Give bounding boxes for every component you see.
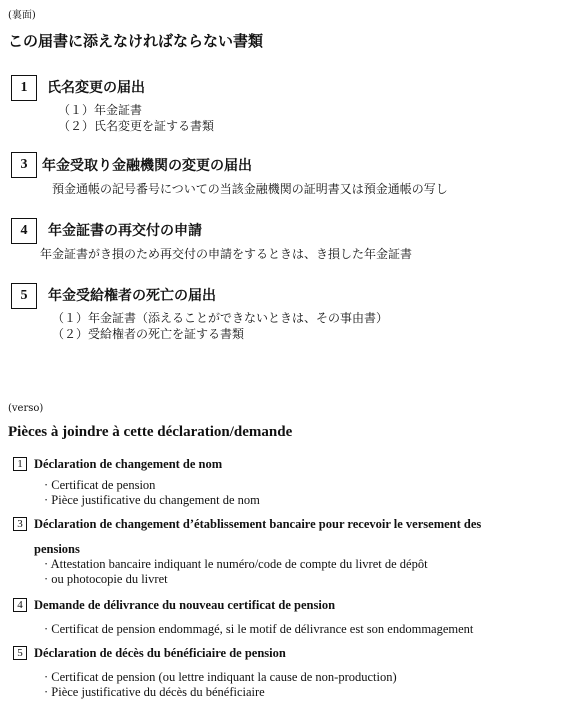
fr-section-5-heading: Déclaration de décès du bénéficiaire de pension: [34, 646, 286, 660]
ja-section-5-heading: 年金受給権者の死亡の届出: [48, 288, 216, 304]
ja-side-label: (裏面): [8, 10, 36, 21]
fr-section-3-heading-cont: pensions: [34, 542, 80, 556]
fr-section-3-heading: Déclaration de changement d’établissement bancaire pour recevoir le versement des: [34, 517, 482, 531]
fr-section-1-item-1: · Certificat de pension: [44, 478, 156, 492]
ja-section-4-item-1: 年金証書がき損のため再交付の申請をするときは、き損した年金証書: [40, 247, 413, 261]
fr-section-4-heading: Demande de délivrance du nouveau certificat de pension: [34, 598, 336, 612]
fr-section-1-number: 1: [13, 457, 27, 471]
fr-section-1-heading: Déclaration de changement de nom: [34, 457, 223, 471]
ja-section-5-item-2: （２）受給権者の死亡を証する書類: [52, 327, 245, 341]
ja-section-5-number: 5: [11, 283, 37, 309]
fr-section-3-number: 3: [13, 517, 27, 531]
fr-section-3-item-1: · Attestation bancaire indiquant le numéro/code de compte du livret de dépôt: [44, 557, 428, 571]
ja-section-3-number: 3: [11, 152, 37, 178]
ja-section-5-item-1: （１）年金証書（添えることができないときは、その事由書）: [52, 311, 389, 325]
ja-section-4-heading: 年金証書の再交付の申請: [48, 223, 202, 239]
ja-section-4-number: 4: [11, 218, 37, 244]
ja-section-1-item-2: （２）氏名変更を証する書類: [58, 119, 215, 133]
fr-page-title: Pièces à joindre à cette déclaration/demande: [8, 424, 293, 440]
ja-section-1-heading: 氏名変更の届出: [47, 80, 145, 96]
fr-section-5-item-1: · Certificat de pension (ou lettre indiquant la cause de non-production): [44, 670, 397, 684]
fr-section-4-item-1: · Certificat de pension endommagé, si le motif de délivrance est son endommagement: [44, 622, 474, 636]
ja-page-title: この届書に添えなければならない書類: [8, 32, 264, 50]
fr-side-label: (verso): [8, 403, 44, 414]
ja-section-1-number: 1: [11, 75, 37, 101]
fr-section-5-number: 5: [13, 646, 27, 660]
ja-section-1-item-1: （１）年金証書: [58, 103, 143, 117]
fr-section-1-item-2: · Pièce justificative du changement de nom: [44, 493, 260, 507]
fr-section-5-item-2: · Pièce justificative du décès du bénéficiaire: [44, 685, 265, 699]
ja-section-3-item-1: 預金通帳の記号番号についての当該金融機関の証明書又は預金通帳の写し: [52, 182, 448, 196]
ja-section-3-heading: 年金受取り金融機関の変更の届出: [42, 158, 252, 174]
fr-section-3-item-2: · ou photocopie du livret: [44, 572, 168, 586]
fr-section-4-number: 4: [13, 598, 27, 612]
